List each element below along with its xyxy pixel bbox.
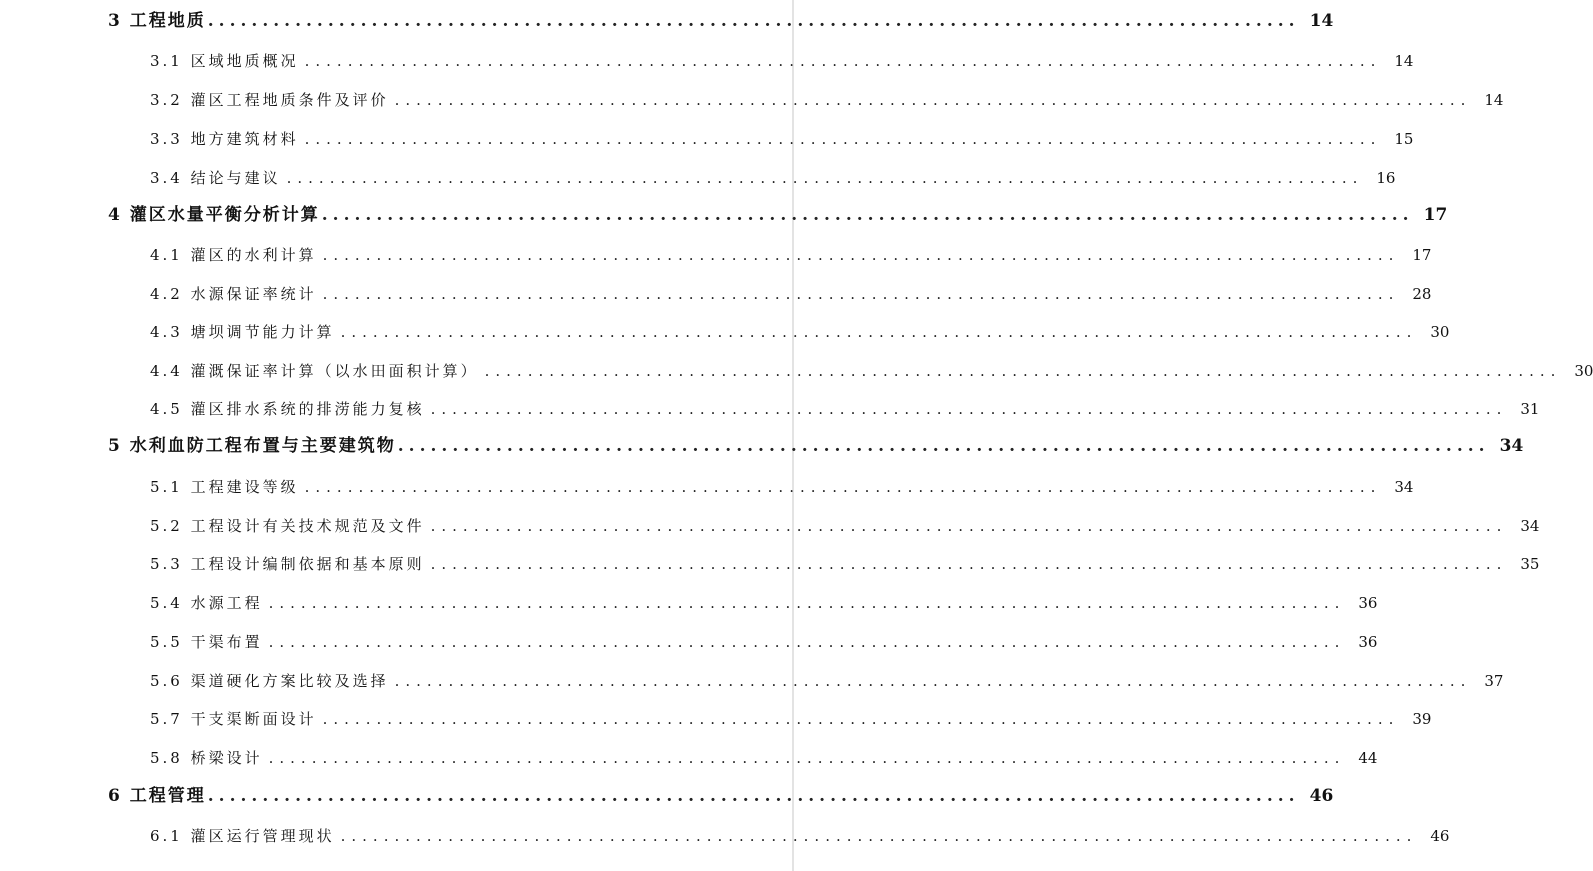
toc-entry-title: 5.7 干支渠断面设计 [150,710,317,728]
toc-leader-dots: .................................................................................................... [286,169,1364,187]
toc-entry-section[interactable] [150,398,1540,419]
toc-entry-section[interactable] [150,747,1378,768]
toc-entry-page: 46 [1430,827,1450,845]
toc-leader-dots: .................................................................................................... [322,246,1400,264]
toc-entry-section[interactable] [150,283,1432,304]
toc-entry-page: 44 [1358,749,1378,767]
toc-entry-title: 4.5 灌区排水系统的排涝能力复核 [150,400,425,418]
toc-leader-dots: .................................................................................................... [430,555,1508,573]
toc-leader-dots: .................................................................................................... [430,400,1508,418]
toc-entry-title: 5.8 桥梁设计 [150,749,263,767]
toc-entry-title: 5.5 干渠布置 [150,633,263,651]
toc-entry-page: 34 [1499,436,1524,456]
toc-entry-section[interactable] [150,708,1432,729]
toc-entry-title: 5.2 工程设计有关技术规范及文件 [150,517,425,535]
toc-entry-section[interactable] [150,592,1378,613]
toc-entry-page: 30 [1430,323,1450,341]
toc-entry-section[interactable] [150,670,1504,691]
toc-leader-dots: .................................................................................................... [304,478,1382,496]
toc-entry-page: 36 [1358,594,1378,612]
toc-entry-section[interactable] [150,128,1414,149]
toc-entry-page: 14 [1309,11,1334,31]
toc-leader-dots: .................................................................................................... [268,749,1346,767]
toc-entry-section[interactable] [150,89,1504,110]
toc-entry-title: 4.4 灌溉保证率计算（以水田面积计算） [150,362,479,380]
toc-entry-section[interactable] [150,167,1396,188]
toc-entry-title: 6.1 灌区运行管理现状 [150,827,335,845]
toc-entry-page: 35 [1520,555,1540,573]
toc-entry-page: 39 [1412,710,1432,728]
toc-entry-page: 34 [1520,517,1540,535]
toc-entry-page: 17 [1412,246,1432,264]
toc-entry-title: 4.1 灌区的水利计算 [150,246,317,264]
toc-entry-page: 17 [1423,205,1448,225]
toc-leader-dots: .................................................................................................... [322,710,1400,728]
toc-entry-section[interactable] [150,631,1378,652]
toc-entry-title: 6 工程管理 [108,786,206,806]
toc-entry-page: 36 [1358,633,1378,651]
toc-entry-page: 14 [1394,52,1414,70]
toc-leader-dots: .................................................................................................... [394,91,1472,109]
toc-entry-title: 3.2 灌区工程地质条件及评价 [150,91,389,109]
toc-entry-page: 15 [1394,130,1414,148]
toc-leader-dots: .................................................................................................... [322,285,1400,303]
toc-entry-title: 5.3 工程设计编制依据和基本原则 [150,555,425,573]
toc-entry-section[interactable] [150,244,1432,265]
toc-leader-dots: .................................................................................................... [304,52,1382,70]
toc-leader-dots: .................................................................................................... [397,436,1490,456]
toc-leader-dots: .................................................................................................... [340,827,1418,845]
toc-entry-section[interactable] [150,553,1540,574]
toc-leader-dots: .................................................................................................... [394,672,1472,690]
toc-leader-dots: .................................................................................................... [207,11,1300,31]
toc-entry-section[interactable] [150,825,1450,846]
toc-leader-dots: .................................................................................................... [321,205,1414,225]
toc-entry-section[interactable] [150,50,1414,71]
toc-entry-chapter[interactable] [108,200,1448,225]
toc-entry-title: 4.3 塘坝调节能力计算 [150,323,335,341]
toc-leader-dots: .................................................................................................... [340,323,1418,341]
toc-leader-dots: .................................................................................................... [207,786,1300,806]
toc-entry-page: 30 [1574,362,1593,380]
toc-entry-title: 3.4 结论与建议 [150,169,281,187]
toc-entry-page: 14 [1484,91,1504,109]
toc-entry-section[interactable] [150,321,1450,342]
toc-entry-page: 37 [1484,672,1504,690]
toc-entry-title: 3.1 区域地质概况 [150,52,299,70]
toc-entry-title: 5.4 水源工程 [150,594,263,612]
toc-entry-chapter[interactable] [108,431,1524,456]
toc-leader-dots: .................................................................................................... [304,130,1382,148]
toc-entry-title: 4 灌区水量平衡分析计算 [108,205,320,225]
toc-entry-chapter[interactable] [108,6,1334,31]
toc-entry-section[interactable] [150,515,1540,536]
toc-entry-title: 5.1 工程建设等级 [150,478,299,496]
toc-entry-page: 46 [1309,786,1334,806]
toc-leader-dots: .................................................................................................... [268,633,1346,651]
toc-entry-title: 5.6 渠道硬化方案比较及选择 [150,672,389,690]
toc-entry-section[interactable] [150,360,1593,381]
toc-leader-dots: .................................................................................................... [484,362,1562,380]
toc-entry-page: 31 [1520,400,1540,418]
toc-leader-dots: .................................................................................................... [268,594,1346,612]
toc-entry-page: 34 [1394,478,1414,496]
toc-entry-chapter[interactable] [108,781,1334,806]
toc-entry-title: 4.2 水源保证率统计 [150,285,317,303]
toc-entry-title: 3.3 地方建筑材料 [150,130,299,148]
toc-entry-section[interactable] [150,476,1414,497]
toc-leader-dots: .................................................................................................... [430,517,1508,535]
toc-entry-page: 28 [1412,285,1432,303]
toc-entry-page: 16 [1376,169,1396,187]
toc-entry-title: 5 水利血防工程布置与主要建筑物 [108,436,396,456]
toc-entry-title: 3 工程地质 [108,11,206,31]
